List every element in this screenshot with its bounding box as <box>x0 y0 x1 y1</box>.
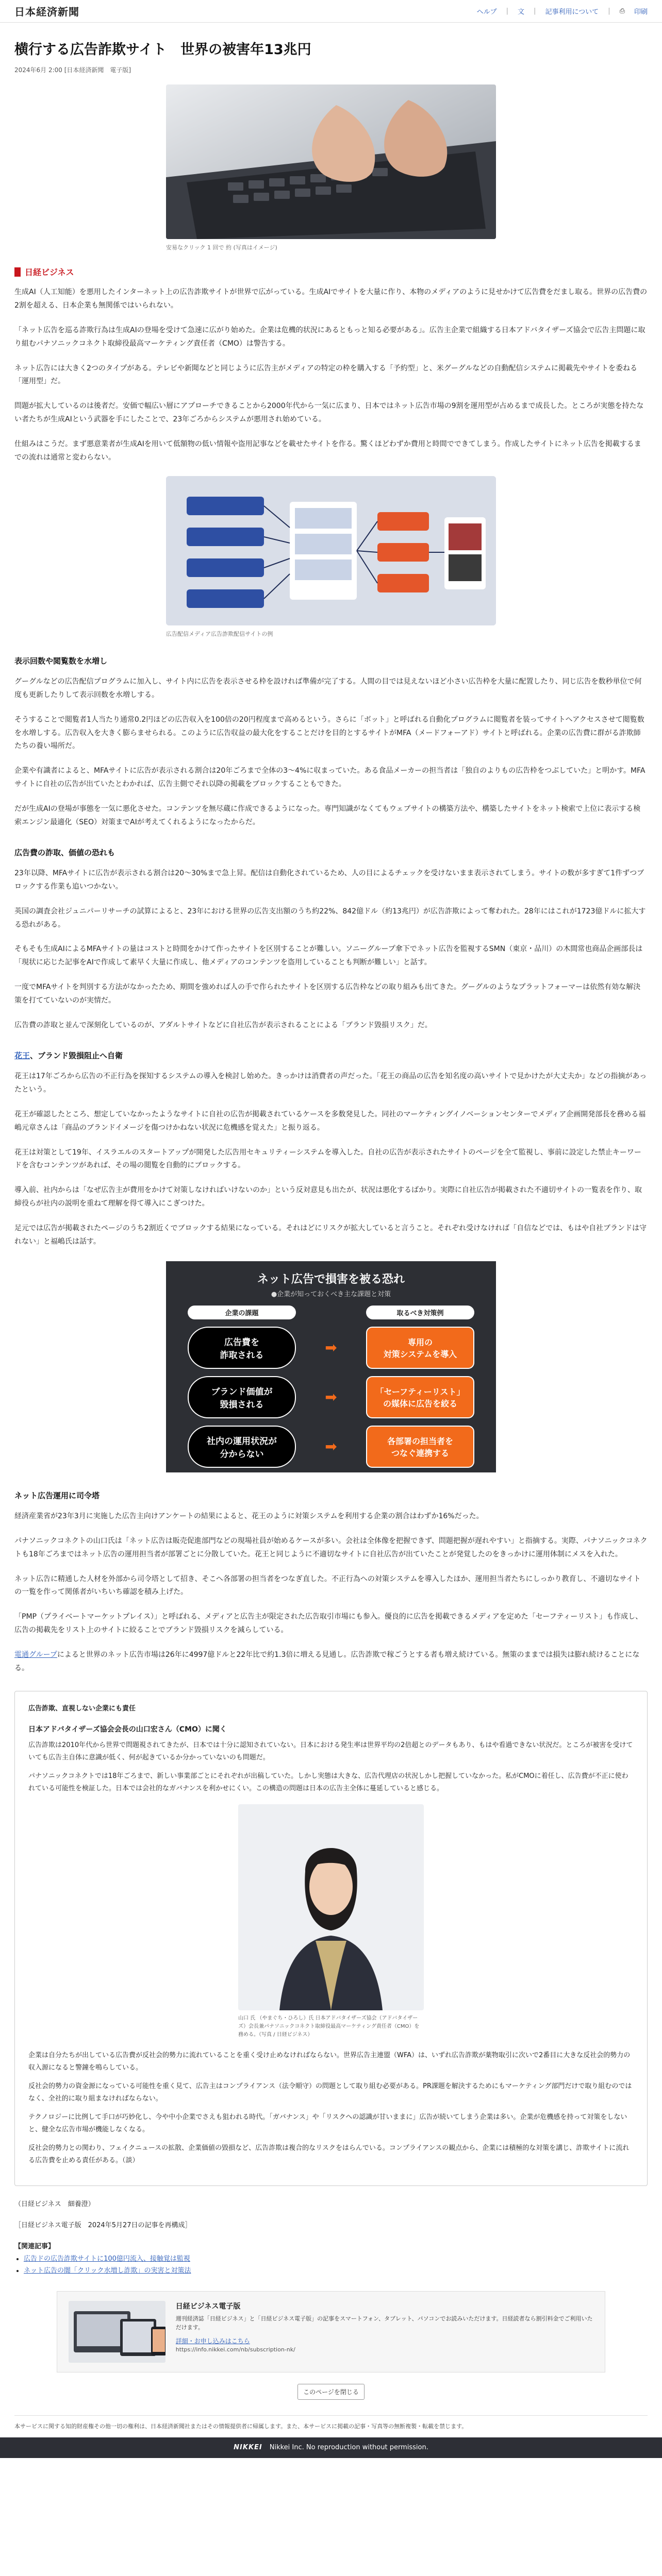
section-heading: 広告費の詐取、価値の恐れも <box>14 848 115 857</box>
interview-paragraph: 反社会的勢力の資金源になっている可能性を重く見て、広告主はコンプライアンス（法令順守）の問題として取り組む必要がある。PR課題を解決するためにもマーケティング部門だけで取り組むのではなく、全社的に取り組まなければならない。 <box>28 2082 632 2103</box>
font-size-link[interactable]: 文 <box>518 8 525 16</box>
footer <box>0 2437 662 2458</box>
infographic-action: 「セーフティーリスト」 の媒体に広告を絞る <box>366 1376 474 1418</box>
top-bar <box>0 0 662 23</box>
paragraph: 「ネット広告を巡る詐欺行為は生成AIの登場を受けて急速に広がり始めた。企業は危機的状況にあるともっと知る必要がある」。広告主企業で組織する日本アドバタイザーズ協会で広告主問題に取り組むパナソニックコネクト取締役最高マーケティング責任者（CMO）は警告する。 <box>14 326 646 348</box>
infographic-issue: 広告費を 詐取される <box>188 1327 296 1369</box>
nav-separator: | <box>534 7 536 15</box>
diagram-caption: 広告配信メディア広告詐欺配信サイトの例 <box>166 630 273 637</box>
related-articles <box>14 2241 648 2276</box>
ad-flow-diagram <box>166 476 496 625</box>
paragraph: 企業や有識者によると、MFAサイトに広告が表示される割合は20年ごろまで全体の3〜4%に収まっていた。ある食品メーカーの担当者は「独自のよりもの広告枠をつぶしていた」と明かす。MFAサイトに自社の広告が出ていたとわかれば、広告主側でそれ以降の掲載をブロックすることもできた。 <box>14 767 646 789</box>
risk-infographic <box>166 1261 496 1472</box>
nav-separator: | <box>506 7 509 15</box>
paragraph: ネット広告には大きく2つのタイプがある。テレビや新聞などと同じように広告主がメディアの特定の枠を購入する「予約型」と、米グーグルなどの自動配信システムに掲載先やサイトを委ねる「運用型」だ。 <box>14 364 638 386</box>
paragraph: パナソニックコネクトの山口氏は「ネット広告は販売促進部門などの現場社員が始めるケースが多い。会社は全体像を把握できず、問題把握が遅れやすい」と指摘する。実際、パナソニックコネクトも18年ごろまではネット広告の運用担当者が部署ごとに分散していた。花王と同じように不適切なサイトに自社広告が出ていたことが発覚したのをきっかけに運用体制にメスを入れた。 <box>14 1536 648 1558</box>
paragraph: 英国の調査会社ジュニパーリサーチの試算によると、23年における世界の広告支出額のうち約22%、842億ドル（約13兆円）が広告詐欺によって奪われた。28年にはこれが1723億ドルに拡大する恐れがある。 <box>14 907 646 929</box>
paragraph: そうすることで閲覧者1人当たり通常0.2円ほどの広告収入を100倍の20円程度まで高めるという。さらに「ボット」と呼ばれる自動化プログラムに閲覧者を装ってサイトへアクセスさせて閲覧数を水増しする。広告収入を大きく膨らませられる。このように広告収益の最大化をすることだけを目的とするサイトがMFA（メードフォーアド）サイトと呼ばれる。企業の広告費に群がる詐欺師たちの養い場所だ。 <box>14 715 644 751</box>
interview-box <box>14 1691 648 2187</box>
subscription-promo <box>57 2291 605 2372</box>
infographic-title: ネット広告で損害を被る恐れ <box>257 1273 405 1286</box>
promo-content <box>176 2301 593 2363</box>
promo-devices-illustration <box>69 2301 166 2363</box>
infographic-issue: 社内の運用状況が 分からない <box>188 1426 296 1468</box>
footer-text: Nikkei Inc. No reproduction without permission. <box>269 2444 428 2452</box>
interview-label: 広告詐欺、直視しない企業にも責任 <box>28 1704 136 1713</box>
promo-link[interactable]: 詳細・お申し込みはこちら <box>175 2337 250 2345</box>
print-icon[interactable]: ⎙ <box>619 7 625 15</box>
paragraph: 一度でMFAサイトを判別する方法がなかったため、期間を強めれば人の手で作られたサイトを区別する広告枠などの取り組みも出てきた。グーグルのようなプラットフォーマーは依然有効な解決策を打てていないのが実情だ。 <box>14 983 641 1005</box>
infographic-action: 専用の 対策システムを導入 <box>366 1327 474 1369</box>
arrow-right-icon: ➡ <box>325 1438 337 1455</box>
paragraph: 23年以降、MFAサイトに広告が表示される割合は20〜30%まで急上昇。配信は自動化されているため、人の目によるチェックを受けないまま表示されてしまう。サイトの数が多すぎて1件ずつブロックする作業も追いつかない。 <box>14 869 644 891</box>
promo-text: 週刊経済誌「日経ビジネス」と「日経ビジネス電子版」の記事をスマートフォン、タブレット、パソコンでお読みいただけます。日経読者なら割引料金でご利用いただけます。 <box>175 2315 593 2331</box>
article-title: 横行する広告詐欺サイト 世界の被害年13兆円 <box>14 42 311 58</box>
ad-flow-illustration <box>166 476 496 625</box>
portrait-photo <box>238 1804 424 2010</box>
hero-caption: 安易なクリック 1 回で 約 (写真はイメージ) <box>166 244 277 251</box>
paragraph: グーグルなどの広告配信プログラムに加入し、サイト内に広告を表示させる枠を設ければ準備が完了する。人間の目では見えないほど小さい広告枠を大量に配置したり、同じ広告を数秒単位で何度も更新したりして表示回数を水増しする。 <box>14 677 642 699</box>
interview-heading: 日本アドバタイザーズ協会会長の山口宏さん（CMO）に聞く <box>28 1725 227 1734</box>
paragraph: 「PMP（プライベートマーケットプレイス）」と呼ばれる、メディアと広告主が限定された広告取引市場にも参入。優良的に広告を掲載できるメディアを定めた「セーフティーリスト」も作成し、広告の掲載先をリスト上のサイトに絞ることでブランド毀損リスクを減らしている。 <box>14 1613 643 1635</box>
paragraph: 生成AI（人工知能）を悪用したインターネット上の広告詐欺サイトが世界で広がっている。生成AIでサイトを大量に作り、本物のメディアのように見せかけて広告費をだまし取る。世界の広告費の2割を超える、日本企業も無関係ではいられない。 <box>14 288 648 310</box>
interview-paragraph: 反社会的勢力との関わり、フェイクニュースの拡散、企業価値の毀損など、広告詐欺は複合的なリスクをはらんでいる。コンプライアンスの観点から、企業には積極的な対策を講じ、詐欺サイトに流れる広告費を止める責任がある。（談） <box>28 2144 630 2165</box>
source-logo-mark <box>14 267 21 277</box>
paragraph: 足元では広告が掲載されたページのうち2割近くでブロックする結果になっている。それはどにリスクが拡大していると言うこと。それぞれ受けなければ「自信などでは、もはや自社ブランドは守れない」と福嶋氏は話す。 <box>14 1224 647 1246</box>
article-body <box>14 23 648 2277</box>
source-note: ［日経ビジネス電子版 2024年5月27日の記事を再構成］ <box>14 2222 192 2230</box>
article-usage-link[interactable]: 記事利用について <box>545 8 599 16</box>
infographic-header <box>177 1306 485 1319</box>
section-heading: ネット広告運用に司令塔 <box>14 1490 100 1500</box>
footer-logo: NIKKEI <box>234 2444 262 2452</box>
paragraph: 導入前、社内からは「なぜ広告主が費用をかけて対策しなければいけないのか」という反対意見も出たが、状況は悪化するばかり。実際に自社広告が掲載された不適切サイトの一覧表を作り、取締役らが社内の説明を重ねて理解を得て導入にこぎつけた。 <box>14 1186 642 1208</box>
paragraph: 花王は対策として19年、イスラエルのスタートアップが開発した広告用セキュリティーシステムを導入した。自社の広告が表示されたサイトのページを全て監視し、事前に設定した禁止キーワードを含むコンテンツがあれば、その場の閲覧を自動的にブロックする。 <box>14 1148 641 1170</box>
infographic-row <box>177 1376 485 1418</box>
paragraph: そもそも生成AIによるMFAサイトの量はコストと時間をかけて作ったサイトを区別することが難しい。ソニーグループ傘下でネット広告を監視するSMN（東京・品川）の木間常也商品企画部長は「現状に応じた記事をAIで作成して素早く大量に作成し、他メディアのコンテンツを盗用していることも判断が難しい」と話す。 <box>14 945 643 967</box>
related-link[interactable]: ネット広告の闇「クリック水増し詐欺」の実害と対策法 <box>24 2266 191 2275</box>
infographic-col-actions: 取るべき対策例 <box>366 1306 474 1319</box>
section-heading: 表示回数や閲覧数を水増し <box>14 656 108 666</box>
interview-paragraph: 広告詐欺は2010年代から世界で問題視されてきたが、日本では十分に認知されていない。日本における発生率は世界平均の2倍超とのデータもあり、もはや看過できない状況だ。ところが被害を受けていても広告主自体に意識が低く、何が起きているか分かっていないのも問題だ。 <box>28 1741 633 1761</box>
hero-image <box>166 84 496 239</box>
infographic-row <box>177 1426 485 1468</box>
promo-image <box>69 2301 166 2363</box>
arrow-right-icon: ➡ <box>325 1388 337 1406</box>
interview-paragraph: テクノロジーに比例して手口が巧妙化し、今や中小企業でさえも狙われる時代。「ガバナンス」や「リスクへの認識が甘いままに」広告が続いてしまう企業は多い。企業が危機感を持って対策をしないと、健全な広告市場が機能しなくなる。 <box>28 2113 627 2134</box>
infographic-issue: ブランド価値が 毀損される <box>188 1376 296 1418</box>
top-nav <box>477 6 648 16</box>
interview-paragraph: パナソニックコネクトでは18年ごろまで、新しい事業部ごとにそれぞれが出稿していた。しかし実態は大きな、広告代理店の状況しかし把握していなかった。私がCMOに着任し、広告費が不正に使われている可能性を検証した。日本では会社的なガバナンスを利かせにくい。この構造の問題は日本の広告主全体に蔓延していると感じる。 <box>28 1772 628 1792</box>
related-label: 【関連記事】 <box>14 2243 55 2251</box>
paragraph: 問題が拡大しているのは後者だ。安価で幅広い層にアプローチできることから2000年代から一気に広まり、日本ではネット広告市場の9割を運用型が占めるまで成長した。ところが実態を持たない者たちが生成AIという武器を手にしたことで、23年ごろからシステムが悪用され始めている。 <box>14 402 644 424</box>
infographic-subtitle: ●企業が知っておくべき主な課題と対策 <box>271 1290 391 1298</box>
paragraph: だが生成AIの登場が事態を一気に悪化させた。コンテンツを無尽蔵に作成できるようになった。専門知識がなくてもウェブサイトの構築方法や、構築したサイトをネット検索で上位に表示する検索エンジン最適化（SEO）対策までAIが考えてくれるようになったからだ。 <box>14 805 641 827</box>
paragraph: 仕組みはこうだ。まず悪意業者が生成AIを用いて低額物の低い情報や盗用記事などを載せたサイトを作る。驚くほどわずか費用と時間でできてしまう。作成したサイトにネット広告を掲載するまでの流れは通常と変わらない。 <box>14 440 641 462</box>
infographic-col-issues: 企業の課題 <box>188 1306 296 1319</box>
article-meta: 2024年6月 2:00 [日本経済新聞 電子版] <box>14 66 131 74</box>
arrow-right-icon: ➡ <box>325 1339 337 1357</box>
portrait-caption: 山口 氏 （やまぐち・ひろし）氏 日本アドバタイザーズ協会（アドバタイザーズ）会長兼パナソニックコネクト取締役最高マーケティング責任者（CMO）を務める。（写真 / 日経ビジネス） <box>238 2015 420 2038</box>
help-link[interactable]: ヘルプ <box>476 8 497 16</box>
dentsu-link[interactable]: 電通グループ <box>14 1651 57 1659</box>
paragraph: 経済産業省が23年3月に実施した広告主向けアンケートの結果によると、花王のように対策システムを利用する企業の割合はわずか16%だった。 <box>14 1512 484 1520</box>
kao-link[interactable]: 花王 <box>14 1050 30 1060</box>
byline: （日経ビジネス 細養澄） <box>14 2200 95 2209</box>
section-heading-text: 、ブランド毀損阻止へ自衛 <box>30 1050 123 1060</box>
print-link[interactable]: 印刷 <box>634 8 648 16</box>
promo-url[interactable]: https://info.nikkei.com/nb/subscription-nk/ <box>175 2346 295 2353</box>
brand-logo[interactable]: 日本経済新聞 <box>14 6 79 18</box>
close-page-button[interactable]: このページを閉じる <box>297 2384 365 2400</box>
paragraph: 広告費の詐取と並んで深刻化しているのが、アダルトサイトなどに自社広告が表示されることによる「ブランド毀損リスク」だ。 <box>14 1021 432 1030</box>
related-link[interactable]: 広告ドの広告詐欺サイトに100億円流入、接触覚は監視 <box>24 2255 190 2263</box>
source-name: 日経ビジネス <box>25 267 74 277</box>
disclaimer: 本サービスに関する知的財産権その他一切の権利は、日本経済新聞社またはその情報提供者に帰属します。また、本サービスに掲載の記事・写真等の無断複製・転載を禁じます。 <box>14 2415 648 2437</box>
paragraph-text: によると世界のネット広告市場は26年に4997億ドルと22年比で約1.3倍に増える見通し。広告詐欺で稼ごうとする者も増え続けている。無策のままでは損失は膨れ続けることになる。 <box>14 1651 640 1672</box>
infographic-row <box>177 1327 485 1369</box>
hero-photo-keyboard <box>166 84 496 239</box>
paragraph: 花王が確認したところ、想定していなかったようなサイトに自社の広告が掲載されているケースを多数発見した。同社のマーケティングイノベーションセンターでメディア企画開発部長を務める福嶋元章さんは「商品のブランドイメージを傷つけかねない状況に危機感を覚えた」と振り返る。 <box>14 1110 646 1132</box>
paragraph: ネット広告に精通した人材を外部から司令塔として招き、そこへ各部署の担当者をつなぎ直した。不正行為への対策システムを導入したほか、運用担当者たちにしっかり教育し、不適切なサイトの一覧を作って関係者がいちいち確認を積み上げた。 <box>14 1574 641 1597</box>
interview-paragraph: 企業は自分たちが出している広告費が反社会的勢力に流れていることを重く受け止めなければならない。世界広告主連盟（WFA）は、いずれ広告詐欺が薬物取引に次いで2番目に大きな反社会的勢力の収入源になると警鐘を鳴らしている。 <box>28 2052 631 2072</box>
paragraph: 花王は17年ごろから広告の不正行為を探知するシステムの導入を検討し始めた。きっかけは消費者の声だった。「花王の商品の広告を知名度の高いサイトで見かけたが大丈夫か」などの指摘があったという。 <box>14 1072 647 1094</box>
promo-title: 日経ビジネス電子版 <box>175 2302 241 2311</box>
infographic-action: 各部署の担当者を つなぐ連携する <box>366 1426 474 1468</box>
paragraph <box>14 1649 648 1675</box>
section-heading-kao <box>14 1050 648 1061</box>
source-logo <box>14 266 648 278</box>
portrait-image <box>238 1804 424 2010</box>
nav-separator: | <box>608 7 610 15</box>
